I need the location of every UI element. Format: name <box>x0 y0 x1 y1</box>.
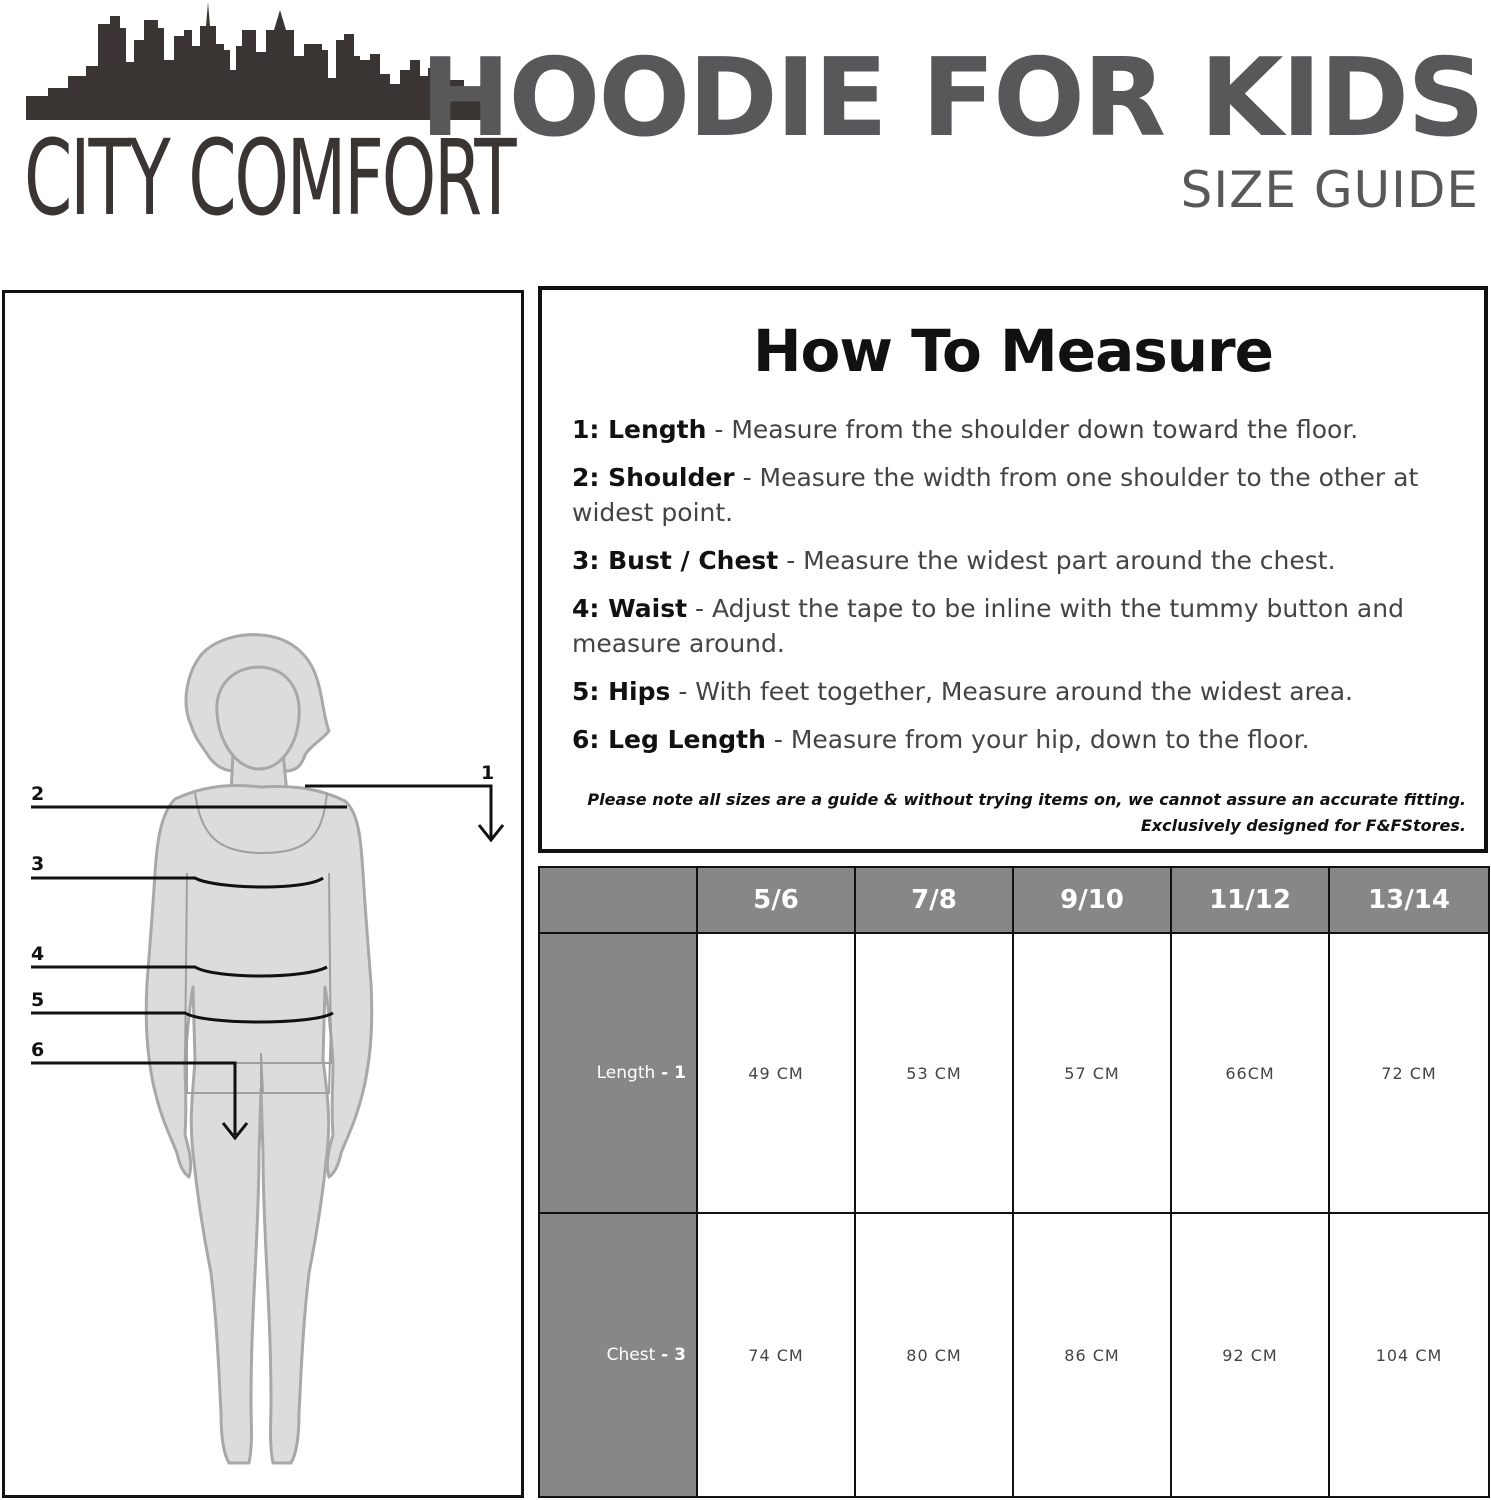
instruction-key: 4: Waist <box>572 594 688 623</box>
table-cell: 49 CM <box>697 933 855 1213</box>
how-to-measure-title: How To Measure <box>752 317 1273 385</box>
table-corner <box>539 867 697 933</box>
instruction-hips <box>572 674 1452 709</box>
size-header: 7/8 <box>855 867 1013 933</box>
child-silhouette-icon <box>5 293 521 1495</box>
row-label-chest <box>539 1213 697 1497</box>
instruction-leg-length <box>572 722 1452 757</box>
size-header: 5/6 <box>697 867 855 933</box>
instruction-desc: - Measure from the shoulder down toward the floor. <box>706 415 1359 444</box>
instruction-chest <box>572 543 1452 578</box>
how-to-measure-panel <box>538 286 1488 853</box>
instruction-desc: - Measure from your hip, down to the floor. <box>765 725 1310 754</box>
table-cell: 92 CM <box>1171 1213 1329 1497</box>
table-cell: 104 CM <box>1329 1213 1489 1497</box>
table-cell: 66CM <box>1171 933 1329 1213</box>
measure-label-3: 3 <box>31 853 45 875</box>
row-label: Length <box>596 1063 656 1083</box>
table-cell: 72 CM <box>1329 933 1489 1213</box>
measure-label-4: 4 <box>31 943 45 965</box>
instruction-key: 5: Hips <box>572 677 671 706</box>
row-label-length <box>539 933 697 1213</box>
instruction-desc: - Adjust the tape to be inline with the tummy button and measure around. <box>572 594 1404 658</box>
instruction-length <box>572 412 1452 447</box>
exclusive-note: Exclusively designed for F&FStores. <box>1140 816 1466 835</box>
size-table <box>538 866 1490 1498</box>
table-row <box>539 1213 1489 1497</box>
instruction-desc: - Measure the widest part around the chest. <box>778 546 1336 575</box>
size-header-row <box>539 867 1489 933</box>
instruction-list <box>572 412 1452 770</box>
table-row <box>539 933 1489 1213</box>
instruction-key: 3: Bust / Chest <box>572 546 779 575</box>
row-label: Chest <box>606 1345 656 1365</box>
measure-label-1: 1 <box>481 762 495 784</box>
instruction-key: 6: Leg Length <box>572 725 766 754</box>
size-header: 11/12 <box>1171 867 1329 933</box>
measure-label-5: 5 <box>31 989 45 1011</box>
instruction-desc: - Measure the width from one shoulder to the other at widest point. <box>572 463 1419 527</box>
instruction-key: 1: Length <box>572 415 707 444</box>
table-cell: 57 CM <box>1013 933 1171 1213</box>
page-subtitle: SIZE GUIDE <box>1180 161 1479 219</box>
measure-label-6: 6 <box>31 1039 45 1061</box>
size-header: 9/10 <box>1013 867 1171 933</box>
figure-panel <box>2 290 524 1498</box>
size-header: 13/14 <box>1329 867 1489 933</box>
instruction-waist <box>572 591 1452 661</box>
table-cell: 80 CM <box>855 1213 1013 1497</box>
brand-name: CITY COMFORT <box>24 117 515 239</box>
table-cell: 86 CM <box>1013 1213 1171 1497</box>
page-title: HOODIE FOR KIDS <box>420 36 1483 161</box>
table-cell: 53 CM <box>855 933 1013 1213</box>
row-code: - 1 <box>655 1063 686 1083</box>
instruction-shoulder <box>572 460 1452 530</box>
instruction-key: 2: Shoulder <box>572 463 735 492</box>
measure-label-2: 2 <box>31 783 45 805</box>
row-code: - 3 <box>655 1345 686 1365</box>
fitting-disclaimer: Please note all sizes are a guide & without trying items on, we cannot assure an accurate fitting. <box>587 790 1466 809</box>
table-cell: 74 CM <box>697 1213 855 1497</box>
instruction-desc: - With feet together, Measure around the widest area. <box>670 677 1353 706</box>
brand-logo <box>24 0 515 240</box>
city-skyline-icon <box>24 0 486 124</box>
